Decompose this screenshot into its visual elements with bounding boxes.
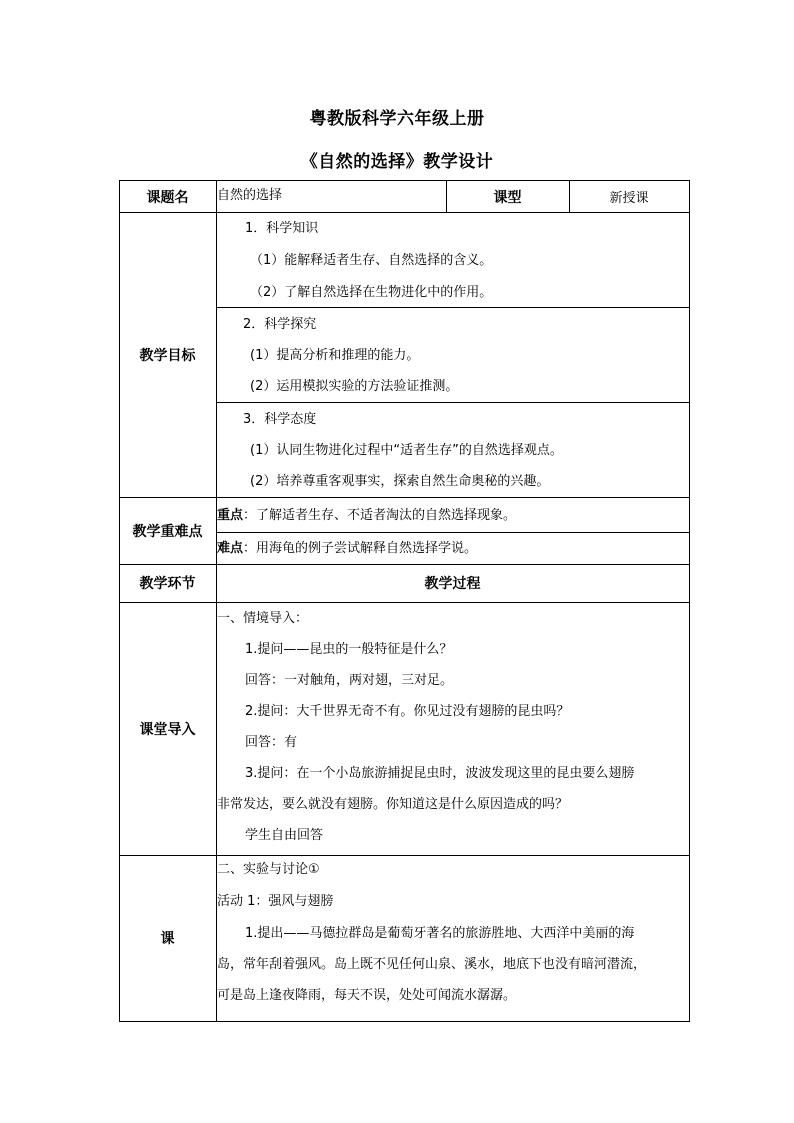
difficulty-text: ：用海龟的例子尝试解释自然选择学说。 [243,541,478,556]
focus-text: ：了解适者生存、不适者淘汰的自然选择现象。 [243,508,517,523]
type-label: 课型 [493,189,522,206]
stage-header: 教学环节 [139,576,196,592]
intro-line: 1.提问——昆虫的一般特征是什么？ [245,642,453,657]
key-points-label: 教学重难点 [132,523,203,540]
lesson-line: 活动 1：强风与翅膀 [217,894,334,909]
intro-line: 回答：有 [245,735,298,750]
focus-label: 重点 [217,508,244,523]
attitude-item: (1）认同生物进化过程中“适者生存”的自然选择观点。 [250,443,563,458]
topic-label: 课题名 [146,189,189,206]
lesson-line: 岛，常年刮着强风。岛上既不见任何山泉、溪水，地底下也没有暗河潜流， [217,957,647,972]
intro-line: 一、情境导入： [217,611,309,626]
intro-line: 非常发达，要么就没有翅膀。你知道这是什么原因造成的吗？ [217,797,569,812]
intro-line: 回答：一对触角，两对翅，三对足。 [245,673,454,688]
knowledge-heading: 1．科学知识 [245,221,319,236]
knowledge-item: （1）能解释适者生存、自然选择的含义。 [250,253,493,268]
document-title: 粤教版科学六年级上册 [309,109,485,129]
knowledge-item: （2）了解自然选择在生物进化中的作用。 [250,285,493,300]
lesson-line: 1.提出——马德拉群岛是葡萄牙著名的旅游胜地、大西洋中美丽的海 [245,926,635,941]
lesson-line: 可是岛上逢夜降雨，每天不误，处处可闻流水潺潺。 [217,988,517,1003]
focus-row [217,507,516,525]
topic-value: 自然的选择 [217,188,283,203]
intro-line: 学生自由回答 [245,828,324,843]
inquiry-item: (1）提高分析和推理的能力。 [250,348,420,363]
lesson-line: 二、实验与讨论① [217,862,320,877]
intro-line: 3.提问：在一个小岛旅游捕捉昆虫时，波波发现这里的昆虫要么翅膀 [245,766,635,781]
lesson-label: 课 [160,931,175,947]
attitude-item: (2）培养尊重客观事实，探索自然生命奥秘的兴趣。 [250,474,550,489]
attitude-heading: 3．科学态度 [243,412,317,427]
type-value: 新授课 [609,191,649,206]
inquiry-heading: 2．科学探究 [243,317,317,332]
objectives-label: 教学目标 [139,347,196,364]
difficulty-row [217,540,477,558]
inquiry-item: (2）运用模拟实验的方法验证推测。 [250,379,459,394]
intro-line: 2.提问：大千世界无奇不有。你见过没有翅膀的昆虫吗？ [245,704,570,719]
document-subtitle: 《自然的选择》教学设计 [300,152,494,172]
intro-label: 课堂导入 [139,721,196,738]
process-header: 教学过程 [424,576,481,592]
difficulty-label: 难点 [217,541,244,556]
